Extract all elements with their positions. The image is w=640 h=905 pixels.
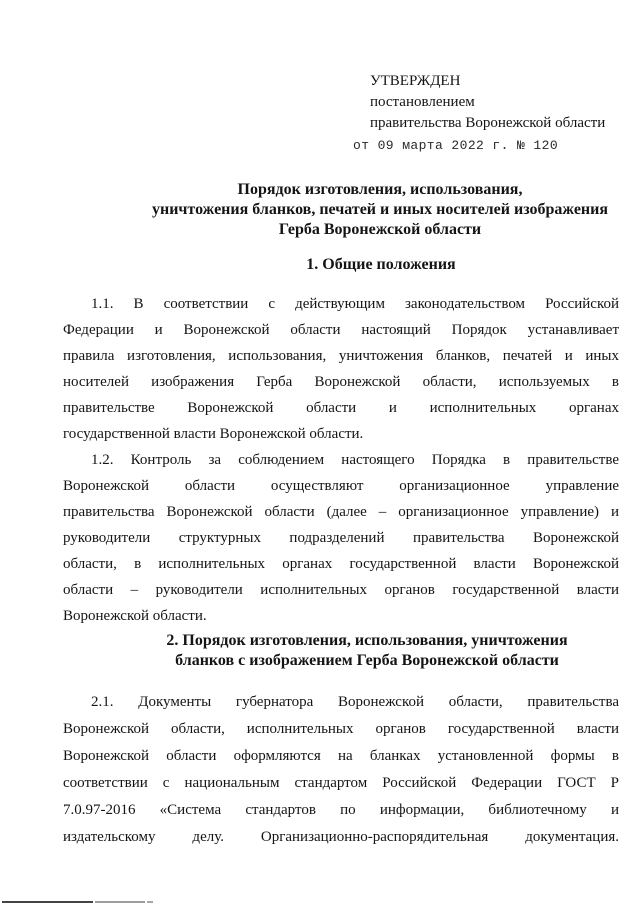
title-line: уничтожения бланков, печатей и иных носителей изображения <box>151 201 609 218</box>
paragraph-2-1 <box>63 689 619 851</box>
title-line: Порядок изготовления, использования, <box>237 181 523 198</box>
text-line: правительстве Воронежской области и исполнительных органах <box>63 400 619 416</box>
footnote-rule-light <box>95 901 145 903</box>
text-line: 2.1. Документы губернатора Воронежской области, правительства <box>91 694 619 710</box>
heading-line: бланков с изображением Герба Воронежской области <box>175 652 559 669</box>
text-line: соответствии с национальным стандартом Российской Федерации ГОСТ Р <box>63 775 619 791</box>
paragraph-1-2 <box>63 447 619 629</box>
approval-line: постановлением <box>370 94 475 110</box>
approval-line: правительства Воронежской области <box>370 115 606 131</box>
text-line: государственной власти Воронежской области. <box>63 426 364 442</box>
section-2-heading <box>89 631 640 671</box>
approval-date-stamp: от 09 марта 2022 г. № 120 <box>353 138 559 153</box>
text-line: Воронежской области. <box>63 608 207 624</box>
text-line: Федерации и Воронежской области настоящий Порядок устанавливает <box>63 322 619 338</box>
document-title <box>141 180 619 240</box>
text-line: носителей изображения Герба Воронежской области, используемых в <box>63 374 619 390</box>
text-line: 1.2. Контроль за соблюдением настоящего Порядка в правительстве <box>91 452 619 468</box>
footnote-rule-dash <box>147 901 153 903</box>
section-1-heading: 1. Общие положения <box>306 256 456 273</box>
heading-line: 2. Порядок изготовления, использования, уничтожения <box>166 632 568 649</box>
approval-block <box>370 71 605 134</box>
text-line: 7.0.97-2016 «Система стандартов по информации, библиотечному и <box>63 802 619 818</box>
text-line: Воронежской области, исполнительных органов государственной власти <box>63 721 619 737</box>
text-line: области, в исполнительных органах государственной власти Воронежской <box>63 556 619 572</box>
approval-line: УТВЕРЖДЕН <box>370 73 461 89</box>
text-line: правила изготовления, использования, уничтожения бланков, печатей и иных <box>63 348 619 364</box>
text-line: Воронежской области оформляются на бланках установленной формы в <box>63 748 619 764</box>
text-line: правительства Воронежской области (далее – организационное управление) и <box>63 504 619 520</box>
footnote-rule-dark <box>2 901 93 903</box>
text-line: издательскому делу. Организационно-распорядительная документация. <box>63 829 619 845</box>
paragraph-1-1 <box>63 291 619 447</box>
text-line: 1.1. В соответствии с действующим законодательством Российской <box>91 296 619 312</box>
text-line: руководители структурных подразделений правительства Воронежской <box>63 530 619 546</box>
text-line: области – руководители исполнительных органов государственной власти <box>63 582 619 598</box>
title-line: Герба Воронежской области <box>278 221 482 238</box>
text-line: Воронежской области осуществляют организационное управление <box>63 478 619 494</box>
